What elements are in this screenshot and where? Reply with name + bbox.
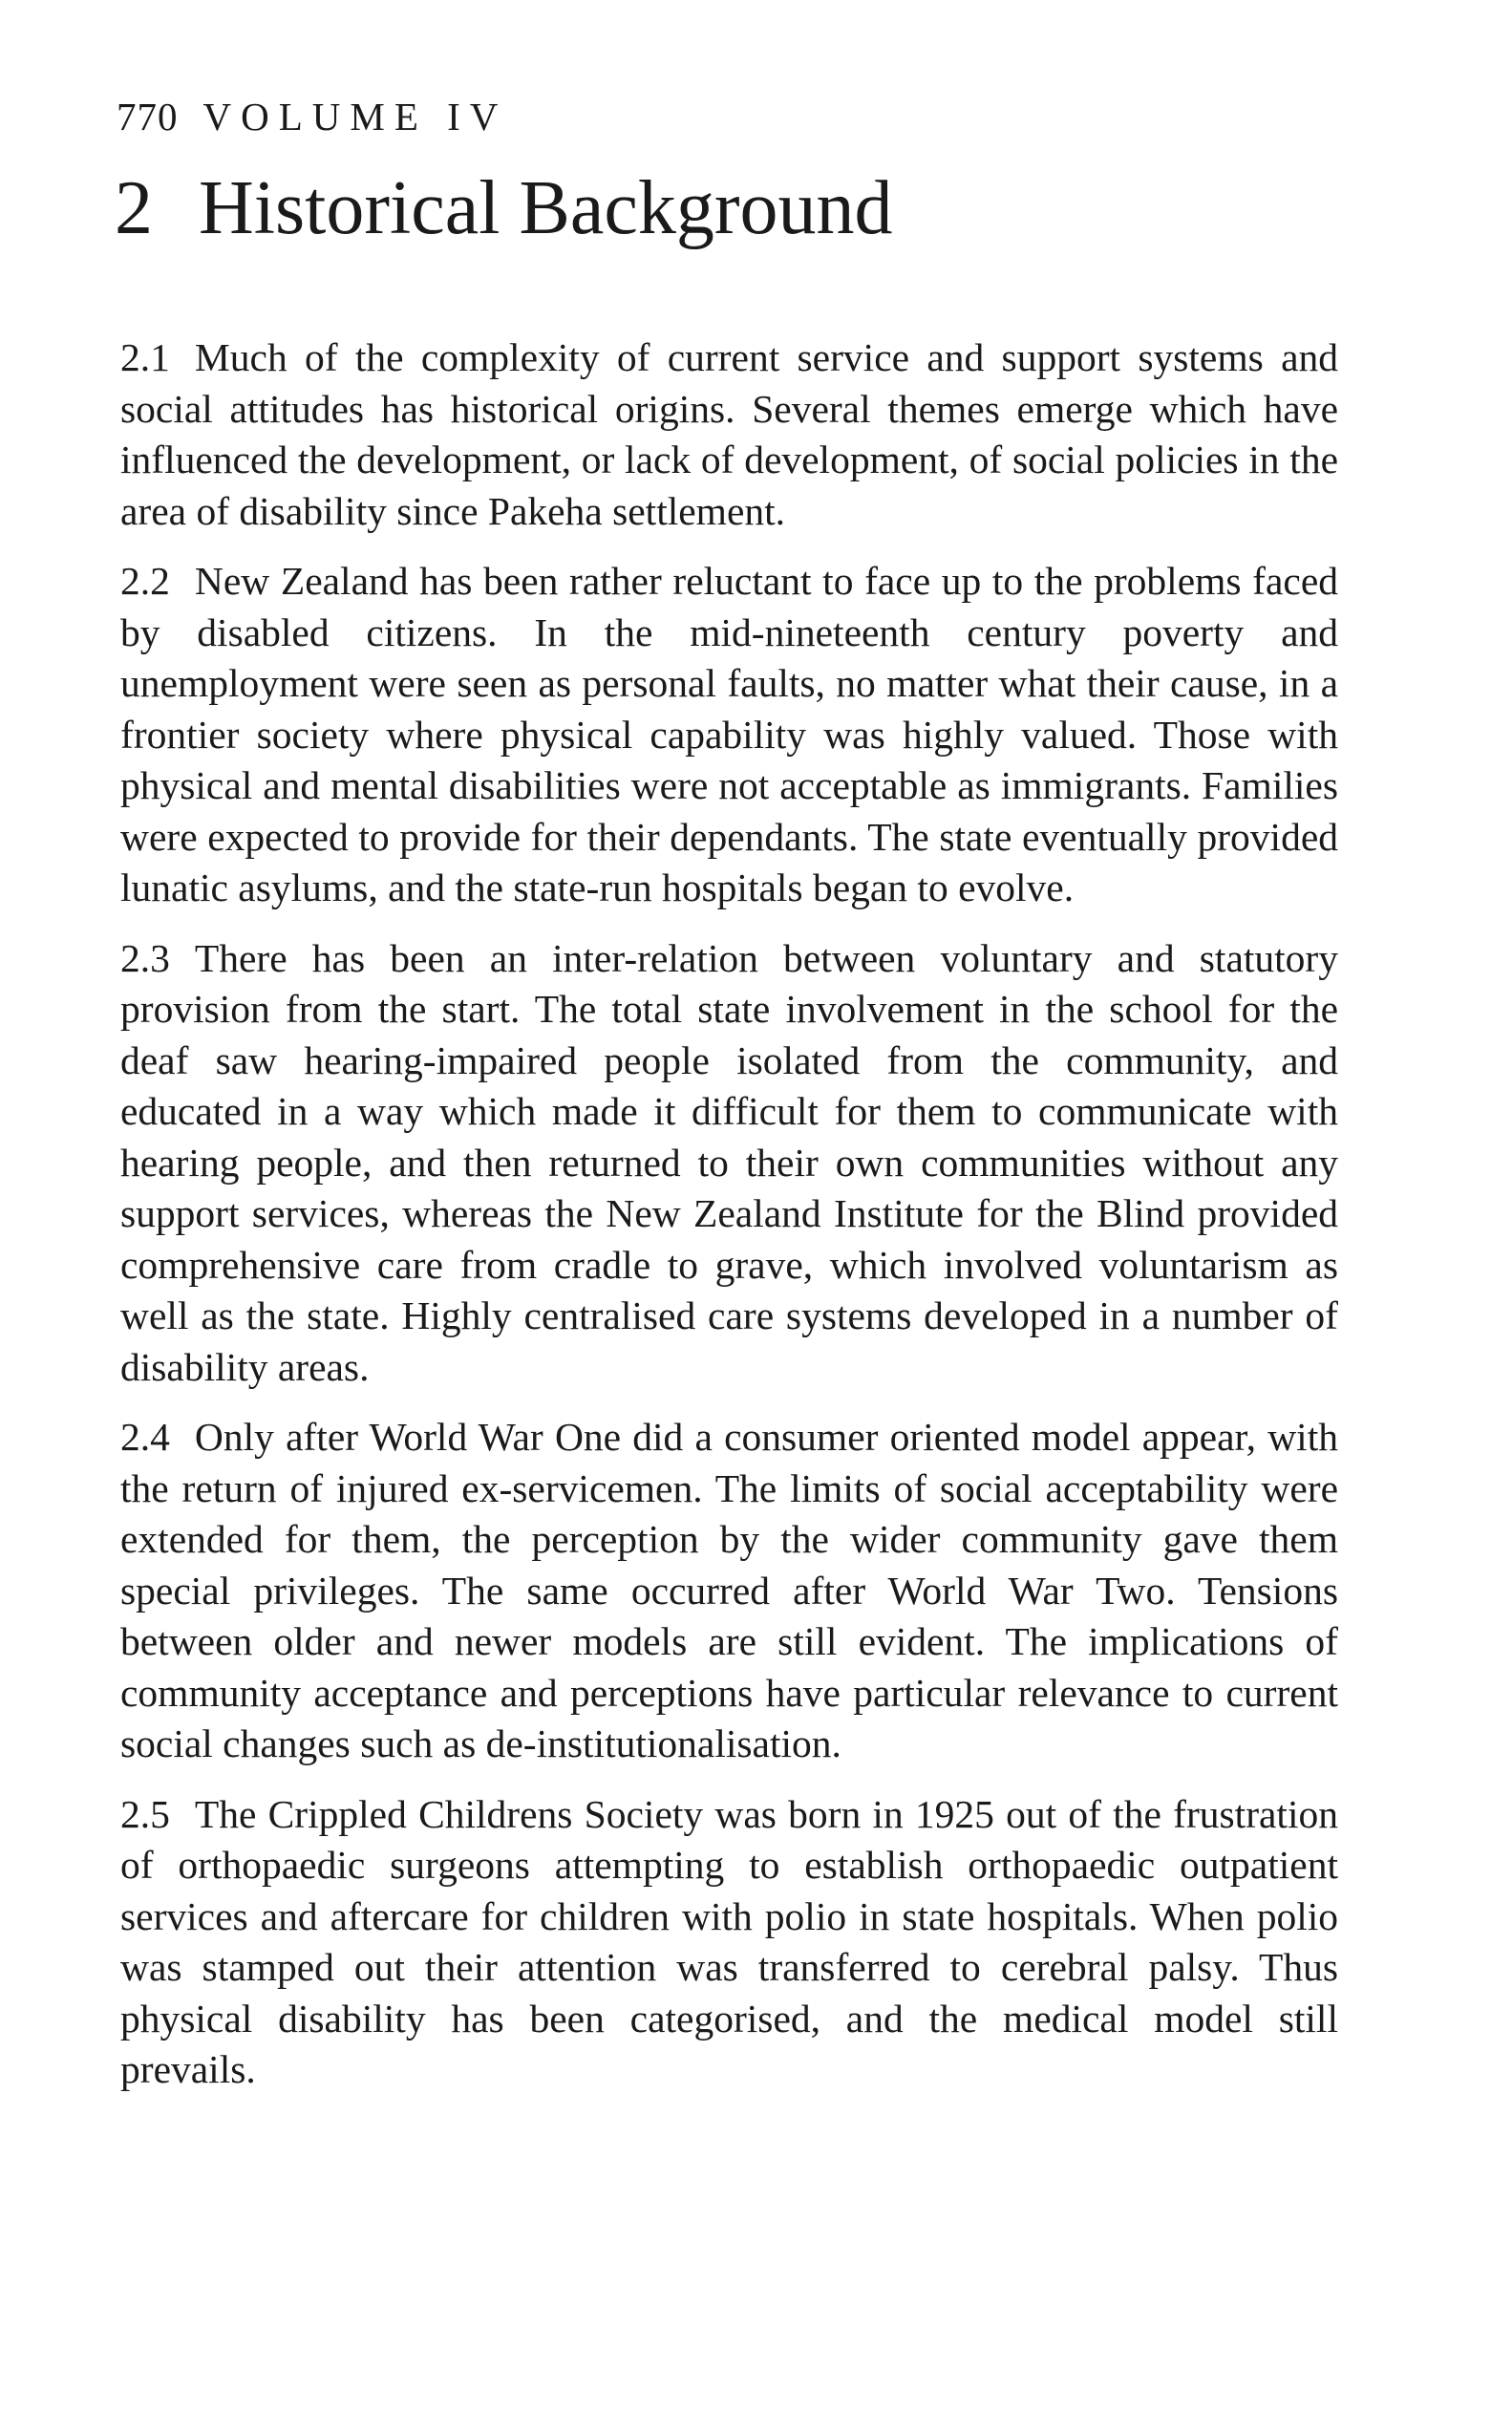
paragraph-number: 2.4 — [120, 1415, 170, 1459]
paragraph-text: The Crippled Childrens Society was born in 1925 out of the frustration of orthopaedic surgeons attempting to establish orthopaedic outpatient services and aftercare for children with polio in state hospitals. When polio was stamped out their attention was transferred to cerebral palsy. Thus physical disability has been categorised, and the medical model still prevails. — [120, 1791, 1338, 2091]
body-text — [120, 332, 1338, 2115]
paragraph-number: 2.3 — [120, 935, 170, 980]
paragraph-2-1 — [120, 332, 1338, 537]
paragraph-number: 2.2 — [120, 559, 170, 603]
paragraph-number: 2.1 — [120, 335, 170, 379]
chapter-number: 2 — [115, 166, 153, 250]
paragraph-2-3 — [120, 933, 1338, 1394]
chapter-title: Historical Background — [199, 166, 893, 250]
page-number: 770 — [117, 95, 179, 139]
paragraph-number: 2.5 — [120, 1791, 170, 1836]
volume-label: VOLUME IV — [202, 95, 508, 139]
paragraph-2-2 — [120, 556, 1338, 914]
paragraph-text: New Zealand has been rather reluctant to face up to the problems faced by disabled citizens. In the mid-nineteenth century poverty and unemployment were seen as personal faults, no matter what their cause, in a frontier society where physical capability was highly valued. Those with physical and mental disabilities were not acceptable as immigrants. Families were expected to provide for their dependants. The state eventually provided lunatic asylums, and the state-run hospitals began to evolve. — [120, 559, 1338, 909]
paragraph-2-5 — [120, 1789, 1338, 2096]
paragraph-text: There has been an inter-relation between voluntary and statutory provision from the start. The total state involvement in the school for the deaf saw hearing-impaired people isolated from the community, and educated in a way which made it difficult for them to communicate with hearing people, and then returned to their own communities without any support services, whereas the New Zealand Institute for the Blind provided comprehensive care from cradle to grave, which involved voluntarism as well as the state. Highly centralised care systems developed in a number of disability areas. — [120, 935, 1338, 1389]
running-head — [117, 94, 507, 139]
paragraph-2-4 — [120, 1412, 1338, 1770]
paragraph-text: Only after World War One did a consumer oriented model appear, with the return of injured ex-servicemen. The limits of social acceptability were extended for them, the perception by the wider community gave them special privileges. The same occurred after World War Two. Tensions between older and newer models are still evident. The implications of community acceptance and perceptions have particular relevance to current social changes such as de-institutionalisation. — [120, 1415, 1338, 1765]
paragraph-text: Much of the complexity of current service and support systems and social attitudes has historical origins. Several themes emerge which have influenced the development, or lack of development, of social policies in the area of disability since Pakeha settlement. — [120, 335, 1338, 533]
chapter-heading — [115, 166, 893, 250]
